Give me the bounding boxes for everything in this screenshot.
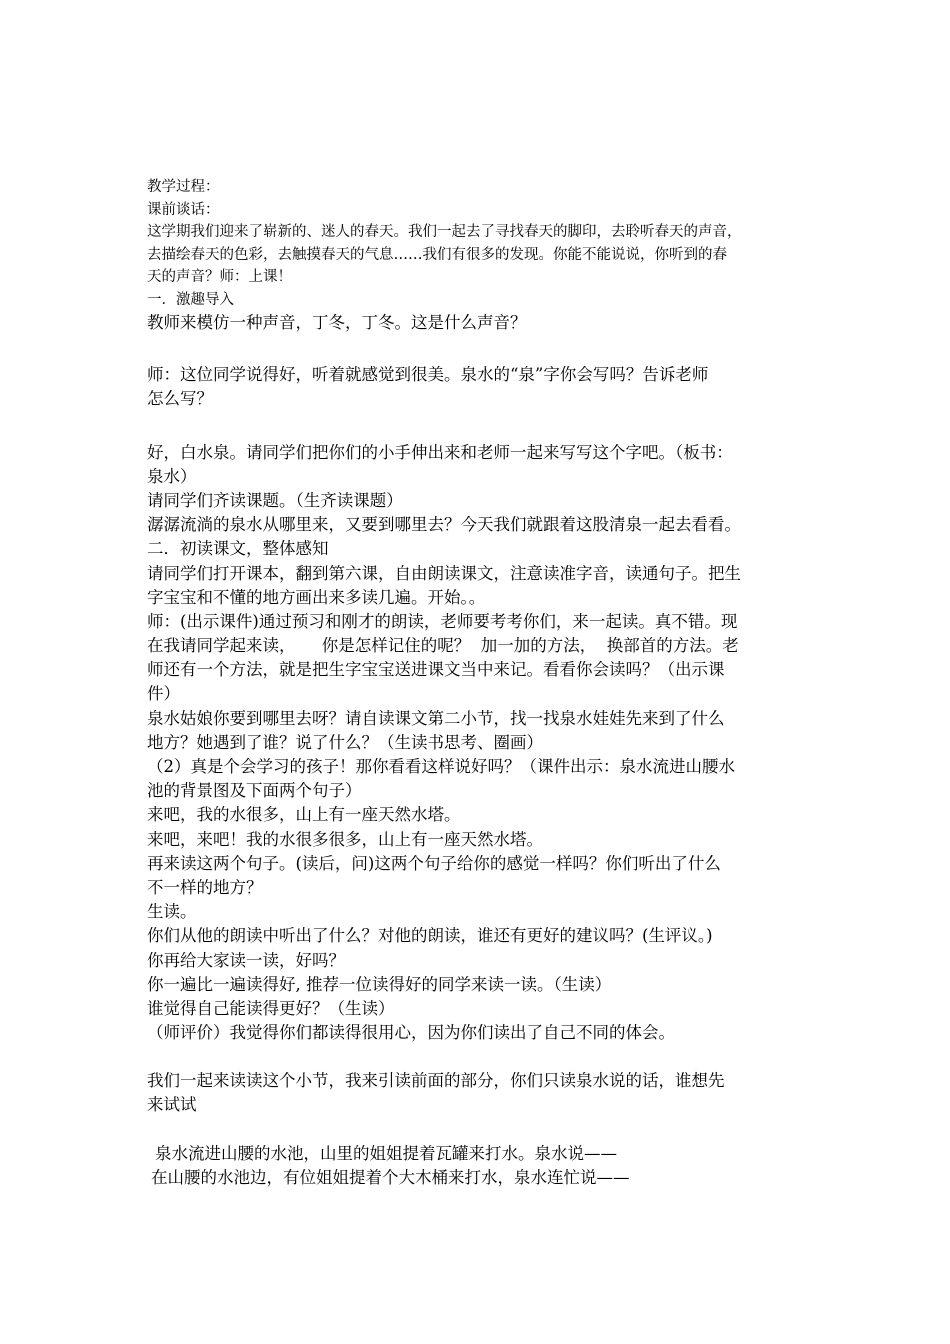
paragraph-line: 再来读这两个句子。(读后，问)这两个句子给你的感觉一样吗？你们听出了什么: [147, 853, 721, 873]
blank-line: [147, 1118, 837, 1142]
paragraph-line: 池的背景图及下面两个句子）: [147, 781, 362, 801]
paragraph-line: 师：(出示课件)通过预习和刚才的朗读，老师要考考你们，来一起读。真不错。现: [147, 611, 738, 631]
paragraph-line: 我们一起来读读这个小节，我来引读前面的部分，你们只读泉水说的话，谁想先: [147, 1071, 725, 1091]
paragraph-line: 地方？她遇到了谁？说了什么？（生读书思考、圈画）: [147, 732, 543, 752]
paragraph-line: 不一样的地方？: [147, 877, 263, 897]
paragraph-line: 在山腰的水池边，有位姐姐提着个大木桶来打水，泉水连忙说——: [151, 1167, 630, 1187]
paragraph-line: 天的声音？师：上课！: [147, 269, 292, 285]
paragraph-line: 你一遍比一遍读得好, 推荐一位读得好的同学来读一读。（生读）: [147, 974, 612, 994]
paragraph-line: 泉水姑娘你要到哪里去呀？请自读课文第二小节，找一找泉水娃娃先来到了什么: [147, 708, 725, 728]
section-heading-2: 二．初读课文，整体感知: [147, 539, 329, 559]
heading-pre-class-talk: 课前谈话：: [147, 201, 220, 218]
paragraph-line: 教师来模仿一种声音，丁冬，丁冬。这是什么声音？: [147, 313, 527, 332]
blank-line: [147, 412, 837, 441]
paragraph-line: 在我请同学起来读， 你是怎样记住的呢？ 加一加的方法， 换部首的方法。老: [147, 636, 739, 656]
paragraph-line: 怎么写？: [147, 389, 213, 409]
paragraph-line: 泉水）: [147, 466, 197, 486]
paragraph-line: 字宝宝和不懂的地方画出来多读几遍。开始。。: [147, 587, 486, 607]
paragraph-line: 来吧，我的水很多，山上有一座天然水塔。: [147, 805, 461, 825]
paragraph-line: 请同学们齐读课题。（生齐读课题）: [147, 490, 403, 510]
blank-line: [147, 335, 837, 363]
paragraph-line: 这学期我们迎来了崭新的、迷人的春天。我们一起去了寻找春天的脚印，去聆听春天的声音，: [147, 224, 742, 240]
paragraph-line: 件）: [147, 684, 180, 704]
paragraph-line: 师：这位同学说得好，听着就感觉到很美。泉水的“泉”字你会写吗？告诉老师: [147, 365, 709, 385]
heading-teaching-process: 教学过程：: [147, 179, 220, 195]
paragraph-line: 你再给大家读一读，好吗？: [147, 950, 345, 970]
blank-line: [147, 1045, 837, 1069]
paragraph-line: 来试试: [147, 1095, 197, 1115]
document-body: [147, 176, 837, 1190]
paragraph-line: （2）真是个会学习的孩子！那你看看这样说好吗？（课件出示：泉水流进山腰水: [147, 757, 735, 776]
paragraph-line: 请同学们打开课本，翻到第六课，自由朗读课文，注意读准字音，读通句子。把生: [147, 563, 741, 583]
paragraph-line: 泉水流进山腰的水池，山里的姐姐提着瓦罐来打水。泉水说——: [155, 1143, 617, 1163]
paragraph-line: 师还有一个方法，就是把生字宝宝送进课文当中来记。看看你会读吗？（出示课: [147, 660, 725, 680]
paragraph-line: 潺潺流淌的泉水从哪里来，又要到哪里去？今天我们就跟着这股清泉一起去看看。: [147, 515, 741, 535]
paragraph-line: 生读。: [147, 902, 197, 922]
paragraph-line: 谁觉得自己能读得更好？（生读）: [147, 998, 395, 1018]
paragraph-line: 来吧，来吧！我的水很多很多，山上有一座天然水塔。: [147, 829, 543, 849]
paragraph-line: 去描绘春天的色彩，去触摸春天的气息……我们有很多的发现。你能不能说说，你听到的春: [147, 246, 727, 263]
section-heading-1: 一．激趣导入: [147, 291, 234, 308]
paragraph-line: 好，白水泉。请同学们把你们的小手伸出来和老师一起来写写这个字吧。（板书：: [147, 442, 733, 462]
paragraph-line: 你们从他的朗读中听出了什么？对他的朗读，谁还有更好的建议吗？(生评议。): [147, 926, 713, 946]
paragraph-line: （师评价）我觉得你们都读得很用心，因为你们读出了自己不同的体会。: [147, 1023, 675, 1043]
